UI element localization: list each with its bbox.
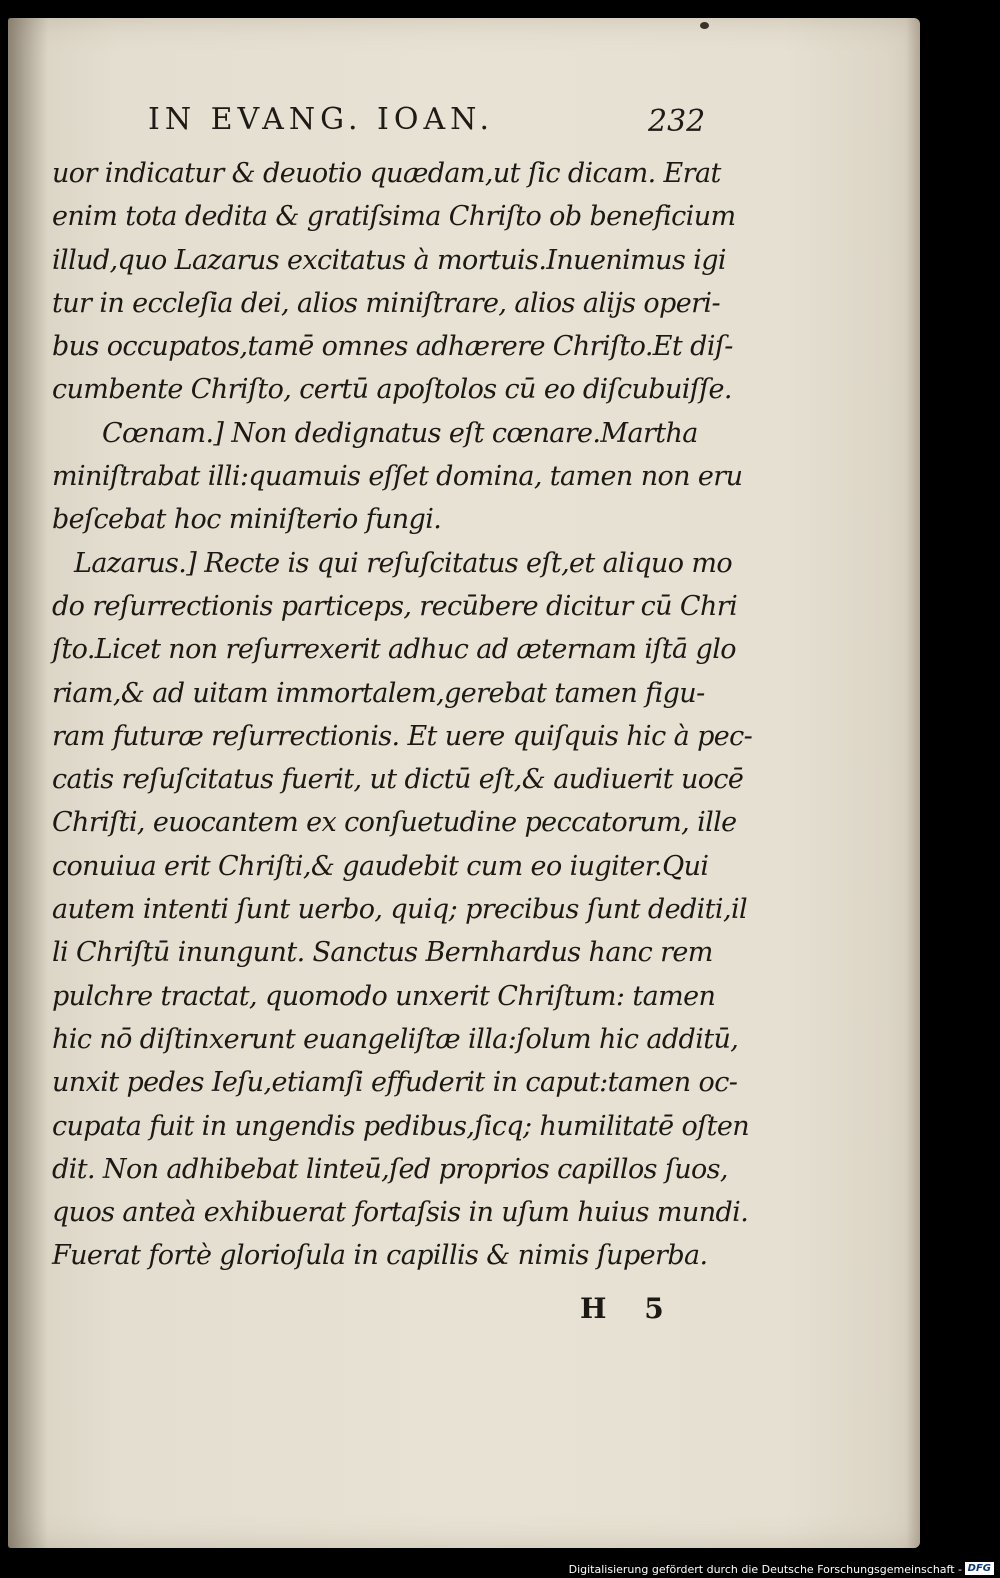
running-head: IN EVANG. IOAN. xyxy=(148,102,495,137)
text-line: hic nō diſtinxerunt euangeliſtæ illa:ſolum hic additū, xyxy=(52,1023,739,1055)
text-line: tur in eccleſia dei, alios miniſtrare, alios alijs operi- xyxy=(52,287,720,319)
text-line: pulchre tractat, quomodo unxerit Chriſtum: tamen xyxy=(52,980,716,1012)
text-line: illud,quo Lazarus excitatus à mortuis.Inuenimus igi xyxy=(52,244,726,276)
page-edge xyxy=(906,18,920,1548)
text-line: Chriſti, euocantem ex conſuetudine peccatorum, ille xyxy=(52,807,737,839)
page-number: 232 xyxy=(648,104,706,139)
text-line: conuiua erit Chriſti,& gaudebit cum eo iugiter.Qui xyxy=(52,850,709,882)
text-line: dit. Non adhibebat linteū,ſed proprios capillos ſuos, xyxy=(52,1153,728,1185)
text-line: ſto.Licet non reſurrexerit adhuc ad æternam iſtā glo xyxy=(52,634,736,666)
text-line: bus occupatos,tamē omnes adhærere Chriſto.Et diſ- xyxy=(52,331,733,363)
text-line: catis reſuſcitatus fuerit, ut dictū eſt,& audiuerit uocē xyxy=(52,764,744,796)
body-text xyxy=(52,152,753,1278)
text-line: quos anteà exhibuerat fortaſsis in uſum huius mundi. xyxy=(52,1197,749,1229)
text-line: Cœnam.] Non dedignatus eſt cœnare.Martha xyxy=(102,417,698,449)
text-line: riam,& ad uitam immortalem,gerebat tamen figu- xyxy=(52,677,705,709)
text-line: ram futuræ reſurrectionis. Et uere quiſquis hic à pec- xyxy=(52,720,753,752)
text-line: autem intenti ſunt uerbo, quiq; precibus ſunt dediti,il xyxy=(52,894,748,926)
text-line: uor indicatur & deuotio quædam,ut ſic dicam. Erat xyxy=(52,158,721,189)
text-line: Lazarus.] Recte is qui reſuſcitatus eſt,et aliquo mo xyxy=(74,547,732,579)
text-line: miniſtrabat illi:quamuis eſſet domina, tamen non eru xyxy=(52,461,743,493)
text-line: enim tota dedita & gratiſsima Chriſto ob beneficium xyxy=(52,201,736,233)
text-line: cupata fuit in ungendis pedibus,ſicq; humilitatē oſten xyxy=(52,1110,749,1142)
text-line: beſcebat hoc miniſterio fungi. xyxy=(52,504,442,536)
signature-mark: H 5 xyxy=(580,1292,678,1325)
binding-shadow xyxy=(8,18,48,1548)
text-line: cumbente Chriſto, certū apoſtolos cū eo diſcubuiſſe. xyxy=(52,374,732,406)
digitization-credit: Digitalisierung gefördert durch die Deutsche Forschungsgemeinschaft - xyxy=(568,1563,962,1576)
dfg-logo: DFG xyxy=(965,1562,994,1575)
text-line: do reſurrectionis particeps, recūbere dicitur cū Chri xyxy=(52,590,738,622)
text-line: li Chriſtū inungunt. Sanctus Bernhardus hanc rem xyxy=(52,937,713,969)
text-line: unxit pedes Ieſu,etiamſi effuderit in caput:tamen oc- xyxy=(52,1067,738,1099)
text-line: Fuerat fortè glorioſula in capillis & nimis ſuperba. xyxy=(52,1240,708,1272)
ink-spot xyxy=(700,22,709,29)
